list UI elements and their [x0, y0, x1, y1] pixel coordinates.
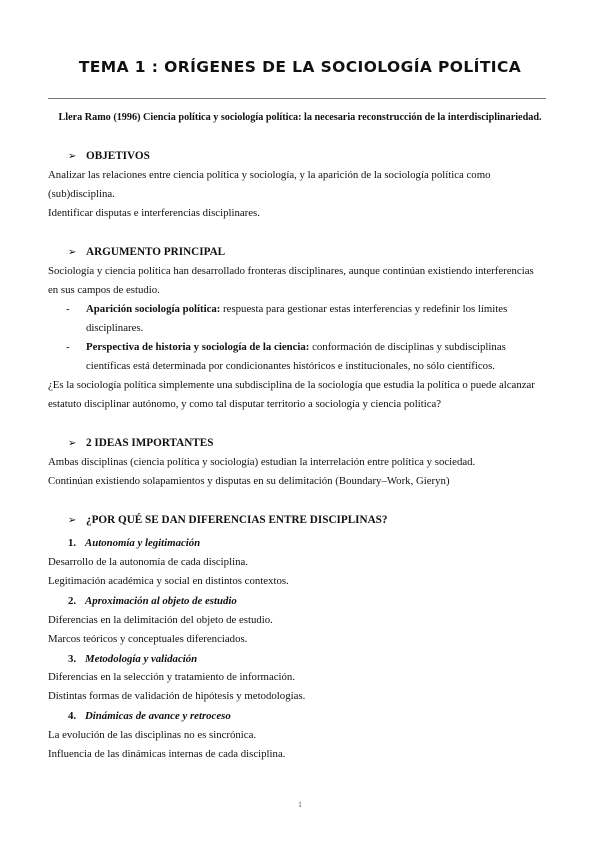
paragraph-line: Continúan existiendo solapamientos y disputas en su delimitación (Boundary–Work, Gieryn): [48, 475, 450, 487]
item-number: 3.: [68, 653, 77, 665]
paragraph-line: Sociología y ciencia política han desarrollado fronteras disciplinares, aunque continúan existiendo interferencias: [48, 265, 534, 277]
heading-text: ¿POR QUÉ SE DAN DIFERENCIAS ENTRE DISCIPLINAS?: [86, 514, 388, 526]
dash-bullet: -: [66, 341, 70, 353]
arrow-bullet-icon: ➢: [68, 247, 77, 258]
bullet-bold-term: Aparición sociología política:: [86, 303, 221, 315]
page-number: 1: [298, 800, 302, 809]
bullet-continuation-text: disciplinares.: [86, 322, 144, 334]
section-heading-argumento: [68, 246, 225, 258]
arrow-bullet-icon: ➢: [68, 515, 77, 526]
paragraph-line: Marcos teóricos y conceptuales diferenciados.: [48, 633, 248, 645]
title-divider: [48, 98, 546, 99]
question-line: estatuto disciplinar autónomo, y como tal disputar territorio a sociología y ciencia política?: [48, 398, 442, 410]
numbered-subheading: [68, 710, 231, 722]
heading-text: OBJETIVOS: [86, 150, 150, 162]
item-title: Metodología y validación: [85, 653, 198, 665]
question-line: ¿Es la sociología política simplemente una subdisciplina de la sociología que estudia la política o puede alcanzar: [48, 379, 535, 391]
bullet-description: conformación de disciplinas y subdisciplinas: [309, 341, 506, 353]
bibliographic-reference: Llera Ramo (1996) Ciencia política y sociología política: la necesaria reconstrucción de la interdisciplinariedad.: [58, 112, 542, 123]
section-heading-porque: [68, 514, 388, 526]
paragraph-line: Diferencias en la delimitación del objeto de estudio.: [48, 614, 273, 626]
numbered-subheading: [68, 537, 200, 549]
arrow-bullet-icon: ➢: [68, 151, 77, 162]
paragraph-line: Legitimación académica y social en distintos contextos.: [48, 575, 289, 587]
paragraph-line: Distintas formas de validación de hipótesis y metodologías.: [48, 690, 306, 702]
bullet-bold-term: Perspectiva de historia y sociología de la ciencia:: [86, 341, 310, 353]
paragraph-line: Analizar las relaciones entre ciencia política y sociología, y la aparición de la sociología política como: [48, 169, 491, 181]
numbered-subheading: [68, 595, 237, 607]
paragraph-line: Ambas disciplinas (ciencia política y sociología) estudian la interrelación entre política y sociedad.: [48, 456, 476, 468]
page-title: TEMA 1 : ORÍGENES DE LA SOCIOLOGÍA POLÍTICA: [78, 58, 522, 76]
paragraph-line: (sub)disciplina.: [48, 188, 115, 200]
bullet-text: [86, 341, 506, 353]
paragraph-line: La evolución de las disciplinas no es sincrónica.: [48, 729, 257, 741]
bullet-text: [86, 303, 507, 315]
item-number: 1.: [68, 537, 77, 549]
heading-text: 2 IDEAS IMPORTANTES: [86, 437, 214, 449]
paragraph-line: Diferencias en la selección y tratamiento de información.: [48, 671, 296, 683]
section-heading-ideas: [68, 437, 213, 449]
arrow-bullet-icon: ➢: [68, 438, 77, 449]
section-heading-objetivos: [68, 150, 150, 162]
item-number: 2.: [68, 595, 77, 607]
item-title: Autonomía y legitimación: [85, 537, 201, 549]
heading-text: ARGUMENTO PRINCIPAL: [86, 246, 226, 258]
paragraph-line: Influencia de las dinámicas internas de cada disciplina.: [48, 748, 286, 760]
item-title: Dinámicas de avance y retroceso: [85, 710, 231, 722]
bullet-description: respuesta para gestionar estas interferencias y redefinir los límites: [220, 303, 508, 315]
item-number: 4.: [68, 710, 77, 722]
paragraph-line: Identificar disputas e interferencias disciplinares.: [48, 207, 260, 219]
numbered-subheading: [68, 653, 197, 665]
item-title: Aproximación al objeto de estudio: [85, 595, 237, 607]
bullet-continuation-text: científicas está determinada por condicionantes históricos e institucionales, no sólo científicos.: [86, 360, 495, 372]
dash-bullet: -: [66, 303, 70, 315]
paragraph-line: en sus campos de estudio.: [48, 284, 160, 296]
paragraph-line: Desarrollo de la autonomía de cada disciplina.: [48, 556, 248, 568]
